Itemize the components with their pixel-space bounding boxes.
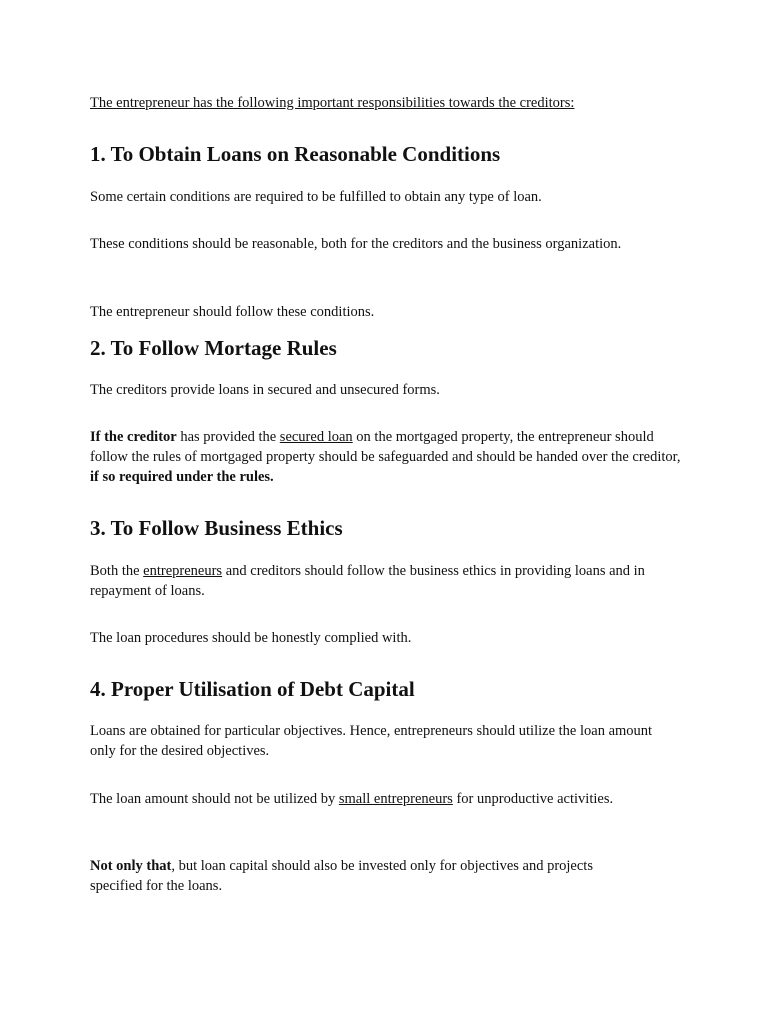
section-2-heading: 2. To Follow Mortage Rules (90, 336, 337, 360)
section-3-paragraph-2: The loan procedures should be honestly complied with. (90, 630, 412, 646)
section-1-paragraph-1: Some certain conditions are required to be fulfilled to obtain any type of loan. (90, 189, 542, 205)
section-4-heading: 4. Proper Utilisation of Debt Capital (90, 677, 415, 701)
section-4-paragraph-1: Loans are obtained for particular objectives. Hence, entrepreneurs should utilize the loan amount only for the desired objectives. (90, 723, 653, 759)
entrepreneurs-link[interactable]: entrepreneurs (143, 563, 223, 579)
bold-phrase: if so required under the rules. (90, 469, 274, 485)
section-4-paragraph-3 (90, 856, 635, 896)
small-entrepreneurs-link[interactable]: small entrepreneurs (338, 791, 453, 807)
section-1-heading: 1. To Obtain Loans on Reasonable Conditions (90, 142, 501, 166)
text-run: on the mortgaged property, the entrepreneur should follow the rules of mortgaged property should be safeguarded and should be handed over the creditor, (90, 429, 681, 465)
text-run: has provided the (176, 429, 280, 445)
section-1-paragraph-2: These conditions should be reasonable, both for the creditors and the business organization. (90, 236, 622, 252)
intro-text: The entrepreneur has the following important responsibilities towards the creditors: (90, 95, 575, 111)
secured-loan-link[interactable]: secured loan (279, 429, 353, 445)
text-run: Both the (90, 563, 144, 579)
text-run: for unproductive activities. (452, 791, 614, 807)
bold-phrase: If the creditor (90, 429, 177, 445)
section-4-paragraph-2 (90, 789, 655, 809)
section-3-heading: 3. To Follow Business Ethics (90, 516, 343, 540)
section-3-paragraph-1 (90, 561, 665, 601)
section-2-paragraph-2 (90, 427, 685, 487)
text-run: The loan amount should not be utilized by (90, 791, 339, 807)
section-1-paragraph-3: The entrepreneur should follow these conditions. (90, 304, 375, 320)
text-run: , but loan capital should also be invested only for objectives and projects specified for the loans. (90, 858, 593, 894)
section-2-paragraph-1: The creditors provide loans in secured and unsecured forms. (90, 382, 440, 398)
text-run: and creditors should follow the business ethics in providing loans and in repayment of loans. (90, 563, 645, 599)
bold-phrase: Not only that (90, 858, 172, 874)
